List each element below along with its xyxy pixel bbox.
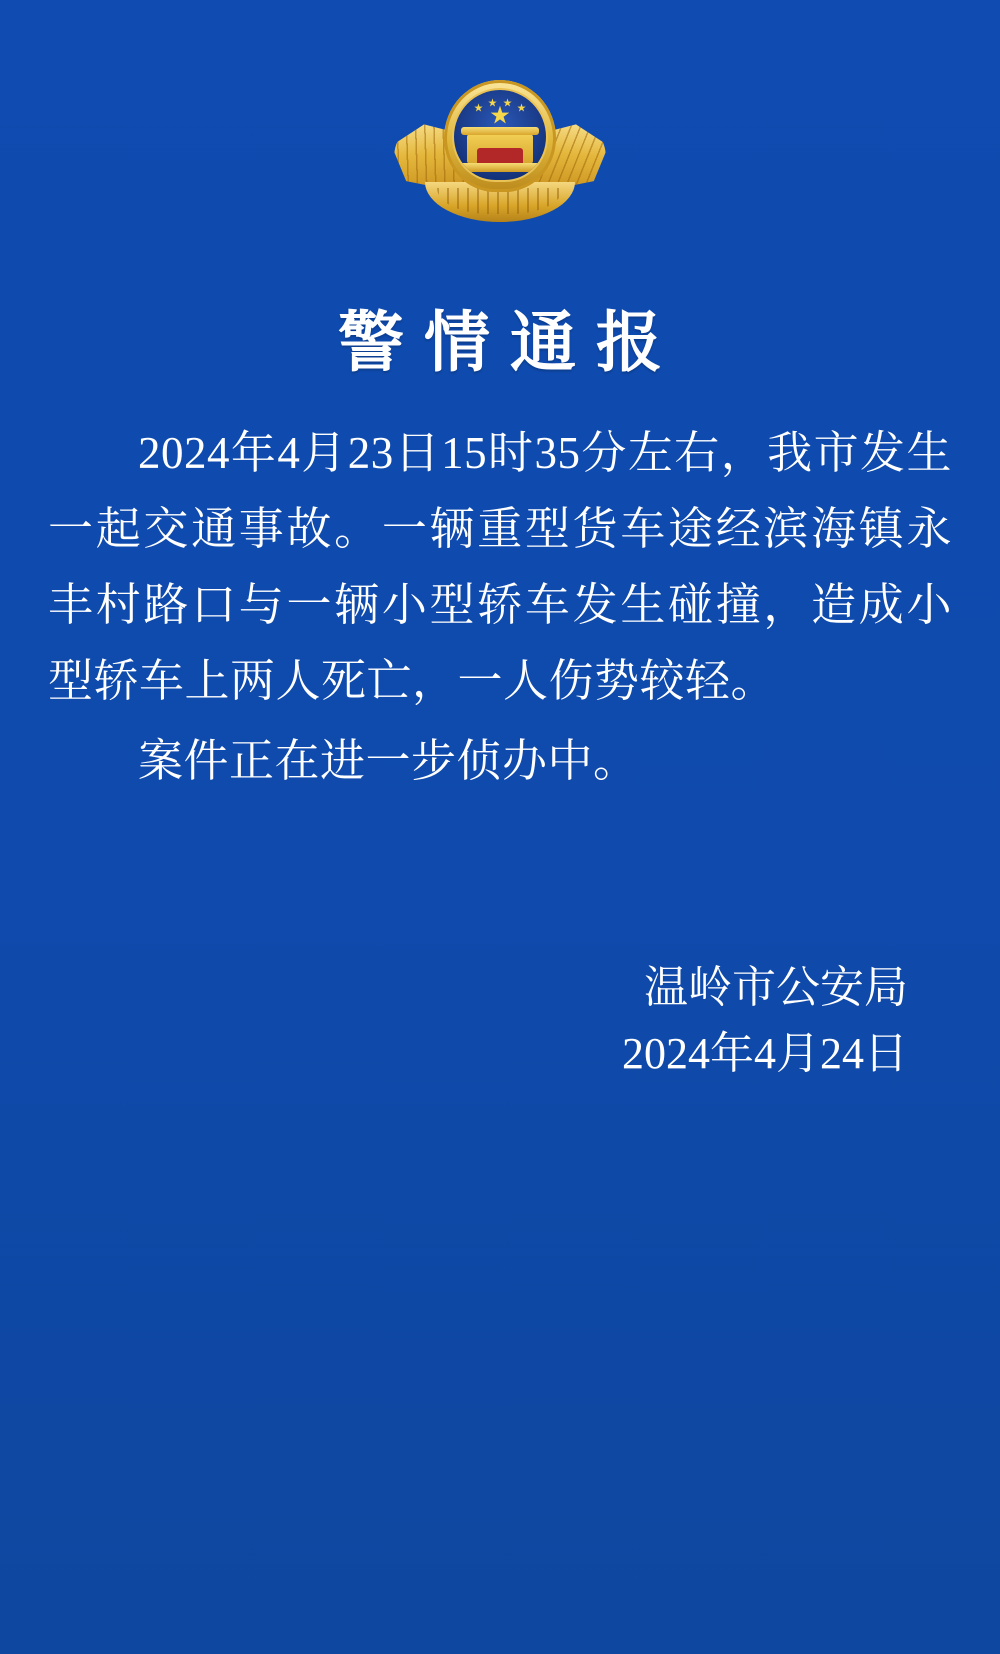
emblem-shield-inner [452, 88, 548, 182]
body-paragraph: 案件正在进一步侦办中。 [138, 736, 639, 786]
signature-date: 2024年4月24日 [622, 1029, 908, 1078]
emblem-star-large-icon: ★ [490, 105, 510, 127]
emblem-star-small-2-icon: ★ [488, 98, 498, 108]
emblem-container [0, 62, 1000, 224]
body-paragraph: 2024年4月23日15时35分左右，我市发生一起交通事故。一辆重型货车途经滨海镇永丰村路口与一辆小型轿车发生碰撞，造成小型轿车上两人死亡，一人伤势较轻。 [48, 428, 952, 706]
emblem-star-small-3-icon: ★ [502, 98, 512, 108]
emblem-shield-icon [444, 80, 556, 192]
signature-block [622, 955, 908, 1087]
emblem-tiananmen-gate-icon [467, 134, 533, 164]
announcement-body [48, 415, 952, 803]
emblem-star-small-1-icon: ★ [474, 103, 484, 113]
police-badge-emblem-icon [395, 62, 605, 224]
emblem-gate-base-icon [454, 163, 546, 172]
emblem-star-small-4-icon: ★ [516, 103, 526, 113]
page-title: 警情通报 [338, 307, 682, 381]
signature-issuer: 温岭市公安局 [644, 963, 908, 1012]
